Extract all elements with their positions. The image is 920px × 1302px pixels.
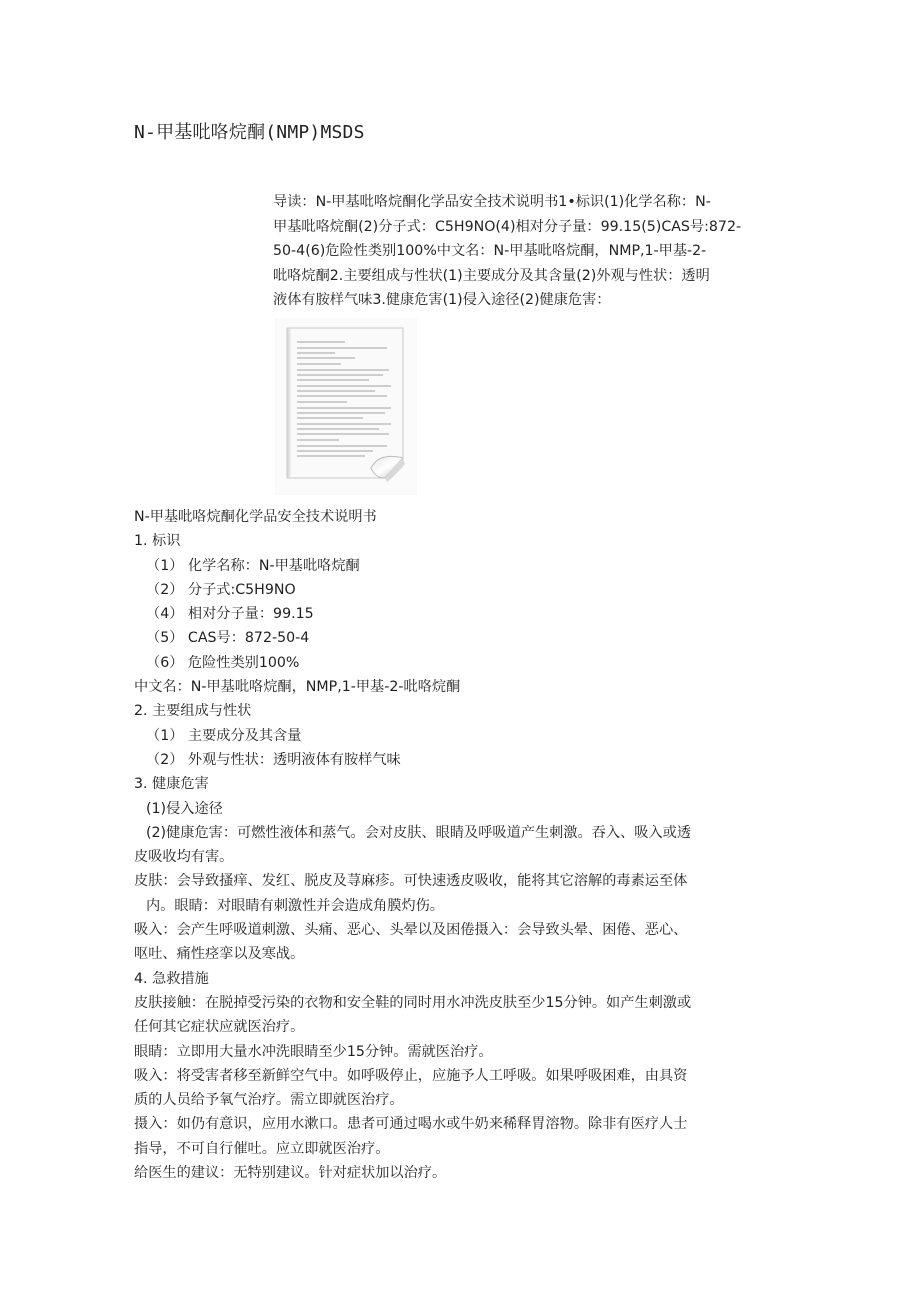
intro-line: 导读：N-甲基吡咯烷酮化学品安全技术说明书1•标识(1)化学名称：N- — [273, 194, 711, 210]
paragraph: 指导，不可自行催吐。应立即就医治疗。 — [134, 1140, 390, 1157]
list-item: （1） 化学名称：N-甲基吡咯烷酮 — [146, 557, 360, 574]
paragraph: (2)健康危害：可燃性液体和蒸气。会对皮肤、眼睛及呼吸道产生刺激。吞入、吸入或透 — [146, 824, 692, 841]
section-heading: 4. 急救措施 — [134, 970, 209, 987]
section-heading: 2. 主要组成与性状 — [134, 703, 252, 720]
paragraph: 摄入：如仍有意识，应用水漱口。患者可通过喝水或牛奶来稀释胃溶物。除非有医疗人士 — [134, 1116, 688, 1133]
paragraph: 质的人员给予氧气治疗。需立即就医治疗。 — [134, 1092, 404, 1109]
paragraph: 吸入：将受害者移至新鲜空气中。如呼吸停止，应施予人工呼吸。如果呼吸困难，由具资 — [134, 1067, 688, 1084]
list-item: （1） 主要成分及其含量 — [146, 727, 302, 744]
paragraph: 任何其它症状应就医治疗。 — [134, 1019, 305, 1036]
section-heading: 1. 标识 — [134, 533, 181, 550]
paragraph: 皮肤：会导致搔痒、发红、脱皮及荨麻疹。可快速透皮吸收，能将其它溶解的毒素运至体 — [134, 873, 688, 890]
paragraph: 呕吐、痛性痉挛以及寒战。 — [134, 946, 305, 963]
paragraph: 中文名：N-甲基吡咯烷酮，NMP,1-甲基-2-吡咯烷酮 — [134, 679, 461, 696]
document-page-icon — [275, 318, 417, 495]
intro-line: 吡咯烷酮2.主要组成与性状(1)主要成分及其含量(2)外观与性状：透明 — [273, 267, 710, 284]
list-item: （5） CAS号：872-50-4 — [146, 630, 310, 647]
list-item: （6） 危险性类别100% — [146, 654, 300, 671]
paragraph: 皮肤接触：在脱掉受污染的衣物和安全鞋的同时用水冲洗皮肤至少15分钟。如产生刺激或 — [134, 994, 692, 1011]
paragraph: 皮吸收均有害。 — [134, 849, 234, 866]
intro-line: 甲基吡咯烷酮(2)分子式：C5H9NO(4)相对分子量：99.15(5)CAS号:872- — [273, 218, 742, 235]
intro-line: 50-4(6)危险性类别100%中文名：N-甲基吡咯烷酮，NMP,1-甲基-2- — [273, 243, 707, 260]
list-item: （2） 分子式:C5H9NO — [146, 581, 296, 598]
list-item: （2） 外观与性状：透明液体有胺样气味 — [146, 751, 401, 768]
page-title: N-甲基吡咯烷酮(NMP)MSDS — [134, 122, 365, 143]
paragraph: 内。眼睛：对眼睛有刺激性并会造成角膜灼伤。 — [146, 897, 444, 914]
intro-line: 液体有胺样气味3.健康危害(1)侵入途径(2)健康危害： — [273, 292, 611, 309]
document-heading: N-甲基吡咯烷酮化学品安全技术说明书 — [134, 509, 377, 525]
msds-body — [134, 505, 794, 1185]
paragraph: 眼睛：立即用大量水冲洗眼睛至少15分钟。需就医治疗。 — [134, 1043, 493, 1060]
paragraph: 给医生的建议：无特别建议。针对症状加以治疗。 — [134, 1165, 447, 1182]
paragraph: 吸入：会产生呼吸道刺激、头痛、恶心、头晕以及困倦摄入：会导致头晕、困倦、恶心、 — [134, 922, 688, 939]
intro-summary — [273, 190, 788, 313]
list-item: (1)侵入途径 — [146, 800, 223, 817]
list-item: （4） 相对分子量：99.15 — [146, 606, 314, 623]
section-heading: 3. 健康危害 — [134, 776, 209, 793]
